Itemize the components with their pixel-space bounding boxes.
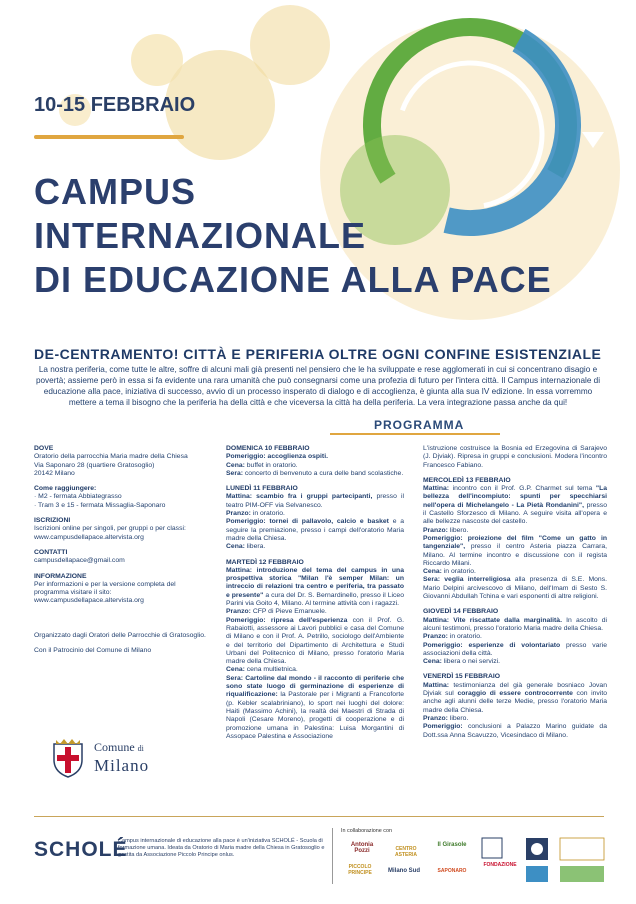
slot-text: presso varie associazioni della città.	[423, 641, 607, 657]
day-heading: MARTEDÌ 12 FEBBRAIO	[226, 558, 304, 566]
slot-label: Pomeriggio: esperienze di volontariato	[423, 641, 561, 649]
dove-line: Via Saponaro 28 (quartiere Gratosoglio)	[34, 461, 155, 469]
slot-label: Pomeriggio: ripresa dell'esperienza	[226, 616, 348, 624]
slot-label: Pranzo:	[423, 526, 448, 534]
slot-text: in oratorio.	[447, 633, 482, 641]
slot-text: libero.	[447, 526, 469, 534]
slot-text: in oratorio.	[250, 510, 285, 518]
dove-heading: DOVE	[34, 445, 54, 452]
schole-note: Campus internazionale di educazione alla pace è un'iniziativa SCHOLÉ - Scuola di formazione umana. Ideata da Oratorio di Maria madre della Chiesa in Gratosoglio e gestita da Associazione Piccolo Principe onlus.	[118, 838, 325, 859]
come-line: · Tram 3 e 15 - fermata Missaglia-Saponaro	[34, 501, 166, 509]
slot-label: Sera: Cartoline dal mondo - il racconto di periferie che sono state luogo di germinazione di esperienze di riqualificazione:	[226, 674, 404, 699]
contatti-heading: CONTATTI	[34, 548, 68, 556]
slot-label: Cena:	[423, 568, 442, 576]
slot-text: cena multietnica.	[244, 666, 298, 674]
slot-highlight: "La bellezza dell'incompiuto: spunti per specchiarsi nell'opera di Michelangelo - La Pietà Rondanini",	[423, 485, 607, 509]
intro-paragraph: La nostra periferia, come tutte le altre, soffre di alcuni mali già presenti nel pensiero che le ha sviluppate e rese agglomerati in cui si concentrano disagio e povertà; assieme però in essa si fa evidente una rara umanità che può consegnarsi come una profezia di futuro per l'intera città. Il Campus internazionale di educazione alla pace, iniziativa di successo, avvio di un processo insperato di dialogo e di accoglienza, è giunta alla sua IV edizione. In essa vorremmo mettere a tema il bisogno che la periferia ha della città e che viceversa la città ha della periferia. La vera integrazione passa anche da qui!	[35, 365, 601, 407]
slot-label: Mattina:	[423, 485, 450, 493]
slot-label: Pranzo:	[226, 510, 251, 518]
slot-text: con il Prof. G. Rabaiotti, assessore ai Lavori pubblici e casa del Comune di Milano e con il Prof. A. Petrillo, sociologo dell'Ambiente e del territorio del Dipartimento di Architettura e Studi Urbani del Politecnico di Milano, presso l'oratorio Maria madre della Chiesa.	[226, 616, 405, 666]
day-heading: DOMENICA 10 FEBBRAIO	[226, 445, 310, 452]
come-line: · M2 - fermata Abbiategrasso	[34, 493, 122, 501]
slot-text: presso il centro Asteria piazza Carrara, Milano. Al termine incontro e discussione con il regista Riccardo Milani.	[423, 543, 607, 567]
slot-label: Mattina: scambio fra i gruppi partecipanti,	[226, 493, 373, 501]
slot-text: libera.	[244, 543, 266, 551]
slot-text: testimonianza del già generale bosniaco Jovan Djviak sul	[423, 681, 607, 698]
slot-text: presso il Castello Sforzesco di Milano. A seguire visita all'opera e alle bellezze nascoste del castello.	[423, 501, 607, 526]
slot-text: libera o nei servizi.	[441, 658, 501, 666]
slot-text: In ascolto di alcuni testimoni, presso l'oratorio Maria madre della Chiesa.	[423, 616, 607, 632]
slot-text: conclusioni a Palazzo Marino guidate da Dott.ssa Anna Scavuzzo, Vicesindaco di Milano.	[423, 723, 607, 739]
dove-line: Oratorio della parrocchia Maria madre della Chiesa	[34, 453, 188, 461]
slot-text: buffet in oratorio.	[244, 461, 298, 469]
slot-text: con invito anche agli alunni delle terze Medie, presso l'oratorio Maria madre della Chiesa.	[423, 690, 607, 714]
iscrizioni-link[interactable]: www.campusdellapace.altervista.org	[34, 533, 144, 541]
day-heading: GIOVEDÌ 14 FEBBRAIO	[423, 608, 499, 616]
slot-label: Pomeriggio: proiezione del film "Come un gatto in tangenziale",	[423, 534, 607, 551]
slot-text: a cura del Dr. S. Bernardinello, presso il Liceo Parini via Goito 4, Milano. Al termine attività con i ragazzi.	[226, 591, 404, 608]
slot-label: Cena:	[226, 666, 245, 674]
slot-label: Pranzo:	[423, 633, 448, 641]
partner-logo-fondazione: FONDAZIONE	[483, 862, 517, 868]
organizzato-text: Organizzato dagli Oratori delle Parrocchie di Gratosoglio.	[34, 631, 206, 639]
partner-logo-milano-sud: Milano Sud	[388, 868, 420, 874]
slot-text: alla presenza di S.E. Mons. Mario Delpini arcivescovo di Milano, dell'Imam di Sesto S. Giovanni Abdullah Tchina e vari esponenti di altre religioni.	[423, 576, 607, 601]
slot-label: Pranzo:	[226, 608, 251, 616]
contatti-email[interactable]: campusdellapace@gmail.com	[34, 557, 125, 565]
informazione-heading: INFORMAZIONE	[34, 572, 87, 580]
title-line-3: DI EDUCAZIONE ALLA PACE	[34, 259, 552, 300]
subtitle: DE-CENTRAMENTO! CITTÀ E PERIFERIA OLTRE OGNI CONFINE ESISTENZIALE	[34, 346, 602, 362]
iscrizioni-text: Iscrizioni online per singoli, per gruppi o per classi:	[34, 525, 186, 533]
slot-label: Mattina: Vite riscattate dalla marginalità.	[423, 616, 562, 624]
slot-label: Pomeriggio:	[423, 723, 463, 731]
schole-logo: SCHOLÉ	[34, 838, 128, 861]
slot-label: Pomeriggio: accoglienza ospiti.	[226, 453, 328, 461]
partner-logo-antonia-pozzi: Antonia Pozzi	[350, 842, 374, 854]
slot-label: Mattina:	[423, 681, 450, 689]
slot-text: in oratorio.	[441, 568, 476, 576]
slot-label: Sera:	[226, 469, 244, 477]
slot-text: L'istruzione costruisce la Bosnia ed Erzegovina di Sarajevo (J. Djviak). Ripresa in gruppi e conclusioni. Modera l'incontro Francesco Fabiano.	[423, 445, 607, 469]
iscrizioni-heading: ISCRIZIONI	[34, 517, 71, 525]
partner-logo-girasole: Il Girasole	[437, 842, 467, 848]
slot-label: Pomeriggio: tornei di pallavolo, calcio e basket	[226, 518, 389, 526]
slot-text: e a seguire la premiazione, presso i campi dell'oratorio Maria madre della Chiesa.	[226, 518, 404, 542]
collab-label: In collaborazione con	[341, 828, 392, 834]
event-dates: 10-15 FEBBRAIO	[34, 94, 196, 116]
come-heading: Come raggiungere:	[34, 485, 97, 493]
informazione-text: Per informazioni e per la versione completa del programma visitare il sito:	[34, 580, 176, 597]
slot-label: Sera: veglia interreligiosa	[423, 576, 511, 584]
slot-label: Cena:	[226, 543, 245, 551]
slot-label: Pranzo:	[423, 714, 448, 722]
slot-label: Mattina: introduzione del tema del campus in una prospettiva storica "Milan l'è semper Milan: un intreccio di relazioni tra centro e periferia, tra passato e presente"	[226, 566, 404, 599]
slot-text: libero.	[447, 714, 469, 722]
day-heading: MERCOLEDÌ 13 FEBBRAIO	[423, 476, 511, 484]
patrocinio-text: Con il Patrocinio del Comune di Milano	[34, 647, 152, 655]
informazione-link[interactable]: www.campusdellapace.altervista.org	[34, 597, 144, 605]
dove-line: 20142 Milano	[34, 469, 75, 477]
day-heading: VENERDÌ 15 FEBBRAIO	[423, 673, 501, 681]
slot-highlight: coraggio di essere controcorrente	[457, 690, 573, 698]
slot-text: presso il teatro PIM-OFF via Selvanesco.	[226, 493, 404, 509]
comune-bottom-text: Milano	[94, 756, 150, 775]
partner-logo-asteria: CENTRO ASTERIA	[395, 846, 417, 858]
slot-text: CFP di Pieve Emanuele.	[250, 608, 327, 616]
title-line-2: INTERNAZIONALE	[34, 215, 366, 256]
comune-top-text: Comune di	[94, 740, 144, 754]
slot-label: Cena:	[423, 658, 442, 666]
slot-text: concerto di benvenuto a cura delle band scolastiche.	[243, 469, 404, 477]
partner-logo-saponaro: SAPONARO	[437, 868, 467, 874]
slot-text: la Pastorale per i Migranti a Francoforte (p. Kebler scalabriniano), lo sport nei luoghi del dolore: Haiti (Massimo Achini), la realtà dei Maestri di Strada di Napoli (Cesare Moreno), progetti di cooperazione e di promozione umana in Palestina: Luisa Morgantini di Assopace Palestina e Associazione	[226, 691, 404, 740]
partner-logo-piccolo-principe: PICCOLO PRINCIPE	[348, 864, 372, 876]
slot-label: Cena:	[226, 461, 245, 469]
title-line-1: CAMPUS	[34, 171, 197, 212]
slot-text: incontro con il Prof. G.P. Charmet sul tema	[449, 485, 596, 493]
day-heading: LUNEDÌ 11 FEBBRAIO	[226, 485, 298, 493]
programma-heading: PROGRAMMA	[374, 418, 465, 432]
